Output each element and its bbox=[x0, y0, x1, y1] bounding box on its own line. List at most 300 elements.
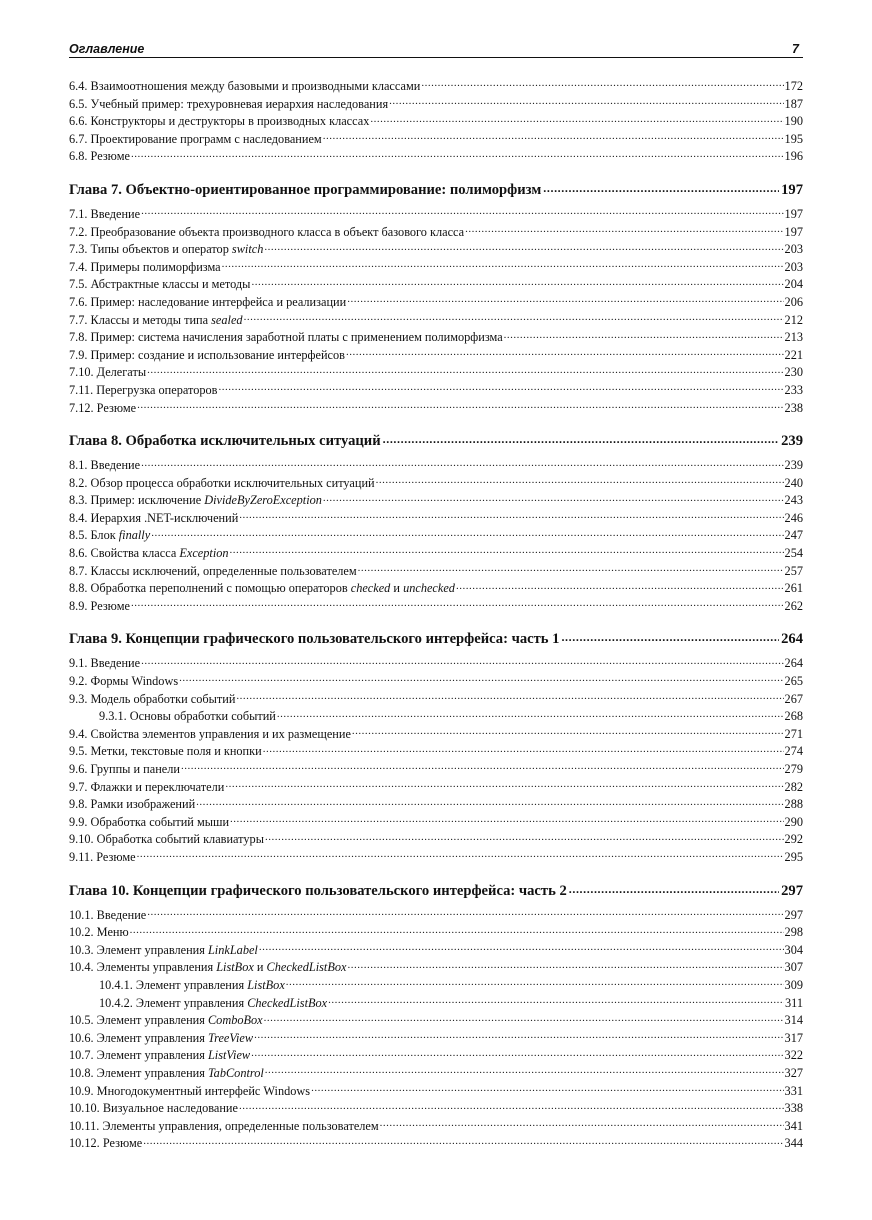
entry-number: 9.2. bbox=[69, 674, 88, 689]
dot-leader bbox=[137, 400, 783, 412]
entry-page: 203 bbox=[784, 242, 803, 257]
entry-text: Пример: создание и использование интерфейсов bbox=[90, 347, 345, 362]
entry-page: 203 bbox=[784, 259, 803, 274]
chapter-heading[interactable] bbox=[69, 181, 803, 199]
dot-leader bbox=[376, 475, 784, 487]
entry-title bbox=[69, 743, 262, 761]
entry-page: 243 bbox=[784, 493, 803, 508]
dot-leader bbox=[264, 241, 783, 253]
toc-entry[interactable] bbox=[69, 959, 803, 977]
entry-text: Пример: исключение bbox=[90, 493, 205, 508]
entry-page: 309 bbox=[784, 977, 803, 992]
dot-leader bbox=[323, 131, 784, 143]
entry-page: 322 bbox=[784, 1048, 803, 1063]
entry-number: 6.6. bbox=[69, 114, 88, 129]
entry-page: 304 bbox=[784, 942, 803, 957]
dot-leader bbox=[179, 673, 783, 685]
toc-entry[interactable] bbox=[69, 1083, 803, 1101]
entry-page: 311 bbox=[785, 995, 803, 1010]
entry-italic: DivideByZeroException bbox=[204, 493, 322, 508]
entry-title bbox=[69, 1100, 238, 1118]
entry-page: 327 bbox=[784, 1065, 803, 1080]
entry-text: Резюме bbox=[102, 1136, 143, 1151]
dot-leader bbox=[141, 655, 783, 667]
toc-entry[interactable] bbox=[69, 655, 803, 673]
entry-number: 6.8. bbox=[69, 149, 88, 164]
entry-title bbox=[69, 206, 140, 224]
entry-page: 204 bbox=[784, 277, 803, 292]
entry-number: 10.7. bbox=[69, 1048, 94, 1063]
dot-leader bbox=[323, 492, 784, 504]
entry-page: 297 bbox=[784, 907, 803, 922]
toc-entry[interactable] bbox=[69, 942, 803, 960]
running-header bbox=[69, 38, 803, 58]
entry-italic: Exception bbox=[179, 546, 229, 561]
toc-entry[interactable] bbox=[69, 831, 803, 849]
entry-title bbox=[69, 726, 351, 744]
entry-number: 10.10. bbox=[69, 1101, 100, 1116]
entry-number: 7.3. bbox=[69, 242, 88, 257]
entry-title bbox=[69, 241, 263, 259]
entry-text: Пример: наследование интерфейса и реализации bbox=[90, 294, 347, 309]
toc-entry[interactable] bbox=[69, 726, 803, 744]
dot-leader bbox=[347, 294, 783, 306]
entry-page: 271 bbox=[784, 726, 803, 741]
toc-entry[interactable] bbox=[69, 312, 803, 330]
entry-italic-2: CheckedListBox bbox=[266, 960, 347, 975]
entry-text: Визуальное наследование bbox=[102, 1101, 238, 1116]
entry-number: 10.2. bbox=[69, 925, 94, 940]
entry-text: Преобразование объекта производного класса в объект базового класса bbox=[90, 224, 465, 239]
dot-leader bbox=[311, 1083, 783, 1095]
entry-page: 274 bbox=[784, 744, 803, 759]
toc-entry[interactable] bbox=[69, 96, 803, 114]
dot-leader bbox=[277, 708, 784, 720]
entry-number: 9.4. bbox=[69, 726, 88, 741]
entry-page: 267 bbox=[784, 691, 803, 706]
entry-page: 240 bbox=[784, 475, 803, 490]
entry-number: 10.5. bbox=[69, 1013, 94, 1028]
entry-text: Обработка событий клавиатуры bbox=[96, 832, 264, 847]
dot-leader bbox=[196, 796, 783, 808]
entry-page: 268 bbox=[784, 709, 803, 724]
entry-page: 292 bbox=[784, 832, 803, 847]
entry-title bbox=[69, 400, 136, 418]
entry-number: 10.1. bbox=[69, 907, 94, 922]
toc-entry[interactable] bbox=[69, 563, 803, 581]
dot-leader bbox=[230, 545, 784, 557]
entry-number: 9.9. bbox=[69, 814, 88, 829]
entry-text: Элементы управления, определенные пользователем bbox=[102, 1118, 379, 1133]
entry-page: 238 bbox=[784, 400, 803, 415]
entry-number: 9.1. bbox=[69, 656, 88, 671]
entry-italic-2: unchecked bbox=[403, 581, 455, 596]
entry-page: 307 bbox=[784, 960, 803, 975]
dot-leader bbox=[137, 849, 784, 861]
entry-number: 9.10. bbox=[69, 832, 94, 847]
entry-title bbox=[69, 907, 146, 925]
entry-italic: TabControl bbox=[207, 1065, 264, 1080]
dot-leader bbox=[561, 631, 779, 643]
entry-text: Примеры полиморфизма bbox=[90, 259, 221, 274]
entry-title bbox=[69, 831, 264, 849]
entry-title bbox=[69, 492, 322, 510]
dot-leader bbox=[569, 883, 779, 895]
entry-page: 172 bbox=[784, 79, 803, 93]
entry-text: Группы и панели bbox=[90, 762, 180, 776]
entry-page: 264 bbox=[784, 656, 803, 671]
entry-number: 7.6. bbox=[69, 294, 88, 309]
entry-number: 7.11. bbox=[69, 382, 94, 397]
toc-entry[interactable] bbox=[69, 259, 803, 277]
entry-number: 8.1. bbox=[69, 458, 88, 473]
entry-number: 10.11. bbox=[69, 1118, 100, 1133]
entry-text: Свойства класса bbox=[90, 546, 180, 561]
entry-page: 261 bbox=[784, 581, 803, 596]
toc-entry[interactable] bbox=[69, 1030, 803, 1048]
entry-page: 290 bbox=[784, 814, 803, 829]
entry-text: Иерархия .NET-исключений bbox=[90, 510, 239, 525]
entry-title bbox=[69, 1083, 310, 1101]
entry-title bbox=[69, 276, 250, 294]
dot-leader bbox=[143, 1135, 783, 1147]
entry-text: Формы Windows bbox=[90, 674, 179, 689]
dot-leader bbox=[254, 1030, 783, 1042]
toc-entry[interactable] bbox=[69, 1135, 803, 1153]
dot-leader bbox=[265, 831, 784, 843]
entry-text: Модель обработки событий bbox=[90, 691, 236, 706]
entry-number: 7.8. bbox=[69, 330, 88, 345]
entry-number: 10.6. bbox=[69, 1030, 94, 1045]
toc-entry[interactable] bbox=[69, 1065, 803, 1083]
dot-leader bbox=[543, 182, 779, 194]
entry-italic: switch bbox=[231, 242, 264, 257]
entry-italic: finally bbox=[118, 528, 151, 543]
entry-title bbox=[69, 814, 229, 832]
entry-title bbox=[69, 849, 136, 867]
entry-page: 298 bbox=[784, 925, 803, 940]
toc-entry[interactable] bbox=[69, 1100, 803, 1118]
entry-page: 230 bbox=[784, 365, 803, 380]
entry-number: 8.6. bbox=[69, 546, 88, 561]
entry-title bbox=[69, 113, 369, 131]
entry-italic: TreeView bbox=[207, 1030, 254, 1045]
dot-leader bbox=[259, 942, 784, 954]
header-page-number: 7 bbox=[792, 42, 799, 56]
toc-entry[interactable] bbox=[69, 294, 803, 312]
entry-number: 9.11. bbox=[69, 849, 94, 864]
entry-text: Введение bbox=[90, 206, 141, 221]
page bbox=[69, 38, 803, 1153]
entry-text-2: и bbox=[253, 960, 267, 975]
entry-text: Многодокументный интерфейс Windows bbox=[96, 1083, 311, 1098]
entry-title bbox=[69, 779, 224, 797]
entry-title bbox=[69, 1118, 379, 1136]
toc-subentry[interactable] bbox=[69, 977, 803, 995]
toc-entry[interactable] bbox=[69, 364, 803, 382]
toc-entry[interactable] bbox=[69, 347, 803, 365]
entry-page: 262 bbox=[784, 598, 803, 613]
dot-leader bbox=[383, 433, 779, 445]
entry-italic: ListBox bbox=[247, 977, 285, 992]
toc-entry[interactable] bbox=[69, 545, 803, 563]
entry-text: Делегаты bbox=[96, 365, 147, 380]
toc-entry[interactable] bbox=[69, 276, 803, 294]
toc-entry[interactable] bbox=[69, 796, 803, 814]
entry-text: Перегрузка операторов bbox=[96, 382, 218, 397]
entry-title bbox=[69, 1047, 250, 1065]
toc-entry[interactable] bbox=[69, 779, 803, 797]
entry-number: 10.3. bbox=[69, 942, 94, 957]
entry-number: 10.12. bbox=[69, 1136, 100, 1151]
entry-title bbox=[69, 598, 130, 616]
entry-text: Флажки и переключатели bbox=[90, 779, 225, 794]
entry-text: Свойства элементов управления и их размещение bbox=[90, 726, 351, 741]
dot-leader bbox=[147, 364, 783, 376]
dot-leader bbox=[236, 691, 783, 703]
entry-number: 8.3. bbox=[69, 493, 88, 508]
entry-text: Классы и методы типа bbox=[90, 312, 212, 327]
entry-text: Классы исключений, определенные пользователем bbox=[90, 563, 357, 578]
dot-leader bbox=[465, 224, 783, 236]
toc-entry[interactable] bbox=[69, 743, 803, 761]
entry-title bbox=[69, 796, 195, 814]
entry-text: Конструкторы и деструкторы в производных классах bbox=[90, 114, 370, 129]
dot-leader bbox=[181, 761, 784, 773]
entry-page: 206 bbox=[784, 294, 803, 309]
chapter-title: Глава 7. Объектно-ориентированное программирование: полиморфизм bbox=[69, 181, 542, 198]
chapter-title: Глава 9. Концепции графического пользовательского интерфейса: часть 1 bbox=[69, 631, 560, 648]
entry-text: Элемент управления bbox=[96, 1013, 208, 1028]
dot-leader bbox=[358, 563, 784, 575]
dot-leader bbox=[347, 959, 783, 971]
entry-page: 239 bbox=[784, 458, 803, 473]
chapter-title: Глава 10. Концепции графического пользовательского интерфейса: часть 2 bbox=[69, 882, 567, 899]
toc-entry[interactable] bbox=[69, 206, 803, 224]
entry-number: 6.5. bbox=[69, 96, 88, 111]
toc-entry[interactable] bbox=[69, 1047, 803, 1065]
entry-title bbox=[69, 131, 322, 149]
toc-entry[interactable] bbox=[69, 492, 803, 510]
entry-number: 8.4. bbox=[69, 510, 88, 525]
entry-text: Введение bbox=[90, 656, 141, 671]
entry-text: Абстрактные классы и методы bbox=[90, 277, 251, 292]
entry-number: 7.4. bbox=[69, 259, 88, 274]
entry-text: Меню bbox=[96, 925, 129, 940]
entry-text: Резюме bbox=[96, 400, 137, 415]
entry-number: 8.5. bbox=[69, 528, 88, 543]
entry-title bbox=[69, 329, 503, 347]
entry-title bbox=[69, 1030, 253, 1048]
dot-leader bbox=[244, 312, 784, 324]
toc-entry[interactable] bbox=[69, 527, 803, 545]
entry-number: 10.4.1. bbox=[99, 977, 133, 992]
dot-leader bbox=[131, 598, 784, 610]
entry-title bbox=[69, 259, 221, 277]
entry-number: 8.7. bbox=[69, 563, 88, 578]
dot-leader bbox=[370, 113, 783, 125]
dot-leader bbox=[264, 1012, 784, 1024]
dot-leader bbox=[218, 382, 783, 394]
dot-leader bbox=[389, 96, 783, 108]
entry-italic: ListView bbox=[207, 1048, 251, 1063]
dot-leader bbox=[346, 347, 784, 359]
toc-entry[interactable] bbox=[69, 1012, 803, 1030]
chapter-heading[interactable] bbox=[69, 432, 803, 450]
toc-entry[interactable] bbox=[69, 580, 803, 598]
entry-number: 10.8. bbox=[69, 1065, 94, 1080]
entry-number: 8.8. bbox=[69, 581, 88, 596]
chapter-page: 297 bbox=[781, 882, 803, 899]
entry-title bbox=[69, 924, 129, 942]
entry-text: Проектирование программ с наследованием bbox=[90, 131, 322, 146]
entry-number: 6.7. bbox=[69, 131, 88, 146]
entry-title bbox=[69, 673, 178, 691]
toc-entry[interactable] bbox=[69, 382, 803, 400]
toc-entry[interactable] bbox=[69, 475, 803, 493]
toc-entry[interactable] bbox=[69, 148, 803, 166]
entry-title bbox=[69, 761, 180, 779]
entry-title bbox=[69, 382, 217, 400]
chapter-heading[interactable] bbox=[69, 630, 803, 648]
entry-text: Введение bbox=[90, 458, 141, 473]
dot-leader bbox=[456, 580, 784, 592]
dot-leader bbox=[239, 510, 783, 522]
entry-title bbox=[69, 475, 375, 493]
entry-number: 10.9. bbox=[69, 1083, 94, 1098]
entry-title bbox=[69, 96, 388, 114]
entry-text: Обзор процесса обработки исключительных ситуаций bbox=[90, 475, 375, 490]
entry-text: Введение bbox=[96, 907, 147, 922]
entry-number: 9.6. bbox=[69, 762, 88, 776]
chapter-page: 239 bbox=[781, 433, 803, 450]
entry-page: 282 bbox=[784, 779, 803, 794]
entry-number: 7.7. bbox=[69, 312, 88, 327]
entry-title bbox=[99, 708, 276, 726]
entry-title bbox=[69, 527, 150, 545]
entry-title bbox=[69, 294, 346, 312]
entry-page: 213 bbox=[784, 330, 803, 345]
dot-leader bbox=[251, 1047, 783, 1059]
entry-text: Рамки изображений bbox=[90, 797, 196, 812]
entry-number: 10.4.2. bbox=[99, 995, 133, 1010]
entry-text: Учебный пример: трехуровневая иерархия наследования bbox=[90, 96, 389, 111]
entry-number: 10.4. bbox=[69, 960, 94, 975]
entry-page: 265 bbox=[784, 674, 803, 689]
entry-number: 8.9. bbox=[69, 598, 88, 613]
dot-leader bbox=[141, 457, 783, 469]
toc-entry[interactable] bbox=[69, 691, 803, 709]
entry-text: Резюме bbox=[96, 849, 136, 864]
header-title: Оглавление bbox=[69, 42, 145, 56]
chapter-title: Глава 8. Обработка исключительных ситуаций bbox=[69, 433, 381, 450]
chapter-heading[interactable] bbox=[69, 882, 803, 900]
toc-entry[interactable] bbox=[69, 849, 803, 867]
entry-text: Элемент управления bbox=[96, 1065, 208, 1080]
entry-page: 279 bbox=[784, 762, 803, 776]
entry-title bbox=[69, 545, 229, 563]
toc-entry[interactable] bbox=[69, 241, 803, 259]
toc-entry[interactable] bbox=[69, 1118, 803, 1136]
entry-page: 197 bbox=[784, 206, 803, 221]
toc-entry[interactable] bbox=[69, 814, 803, 832]
entry-title bbox=[69, 691, 235, 709]
entry-text: Элемент управления bbox=[96, 1030, 208, 1045]
entry-italic: checked bbox=[350, 581, 391, 596]
entry-page: 338 bbox=[784, 1101, 803, 1116]
toc-entry[interactable] bbox=[69, 131, 803, 149]
dot-leader bbox=[222, 259, 784, 271]
toc-entry[interactable] bbox=[69, 113, 803, 131]
dot-leader bbox=[263, 743, 784, 755]
entry-number: 6.4. bbox=[69, 79, 88, 93]
toc-entry[interactable] bbox=[69, 510, 803, 528]
entry-italic: ComboBox bbox=[207, 1013, 263, 1028]
entry-text: Взаимоотношения между базовыми и производными классами bbox=[90, 79, 421, 93]
entry-italic: sealed bbox=[211, 312, 243, 327]
entry-text: Типы объектов и оператор bbox=[90, 242, 232, 257]
dot-leader bbox=[131, 148, 784, 160]
entry-text: Резюме bbox=[90, 598, 130, 613]
toc-entry[interactable] bbox=[69, 598, 803, 616]
toc-entry[interactable] bbox=[69, 78, 803, 96]
entry-title bbox=[69, 457, 140, 475]
toc-entry[interactable] bbox=[69, 673, 803, 691]
table-of-contents bbox=[69, 78, 803, 1153]
toc-entry[interactable] bbox=[69, 907, 803, 925]
toc-entry[interactable] bbox=[69, 329, 803, 347]
entry-title bbox=[69, 78, 420, 96]
entry-page: 257 bbox=[784, 563, 803, 578]
entry-title bbox=[69, 510, 238, 528]
entry-number: 9.3.1. bbox=[99, 709, 127, 724]
toc-entry[interactable] bbox=[69, 400, 803, 418]
toc-subentry[interactable] bbox=[69, 995, 803, 1013]
toc-entry[interactable] bbox=[69, 457, 803, 475]
entry-title bbox=[69, 347, 345, 365]
toc-entry[interactable] bbox=[69, 924, 803, 942]
entry-page: 247 bbox=[784, 528, 803, 543]
entry-page: 344 bbox=[784, 1136, 803, 1151]
dot-leader bbox=[130, 924, 784, 936]
entry-page: 212 bbox=[784, 312, 803, 327]
toc-subentry[interactable] bbox=[69, 708, 803, 726]
entry-page: 197 bbox=[784, 224, 803, 239]
dot-leader bbox=[147, 907, 783, 919]
entry-title bbox=[99, 977, 285, 995]
entry-text: Метки, текстовые поля и кнопки bbox=[90, 744, 262, 759]
entry-number: 9.3. bbox=[69, 691, 88, 706]
entry-number: 7.12. bbox=[69, 400, 94, 415]
entry-text: Элементы управления bbox=[96, 960, 217, 975]
entry-title bbox=[69, 1135, 142, 1153]
chapter-page: 197 bbox=[781, 181, 803, 198]
entry-title bbox=[69, 148, 130, 166]
entry-text-2: и bbox=[390, 581, 404, 596]
entry-page: 288 bbox=[784, 797, 803, 812]
entry-page: 221 bbox=[784, 347, 803, 362]
toc-entry[interactable] bbox=[69, 761, 803, 779]
entry-page: 314 bbox=[784, 1013, 803, 1028]
dot-leader bbox=[328, 995, 784, 1007]
entry-number: 9.8. bbox=[69, 797, 88, 812]
chapter-page: 264 bbox=[781, 631, 803, 648]
entry-italic: CheckedListBox bbox=[247, 995, 328, 1010]
entry-page: 295 bbox=[784, 849, 803, 864]
entry-title bbox=[69, 312, 243, 330]
entry-title bbox=[69, 1012, 263, 1030]
toc-entry[interactable] bbox=[69, 224, 803, 242]
